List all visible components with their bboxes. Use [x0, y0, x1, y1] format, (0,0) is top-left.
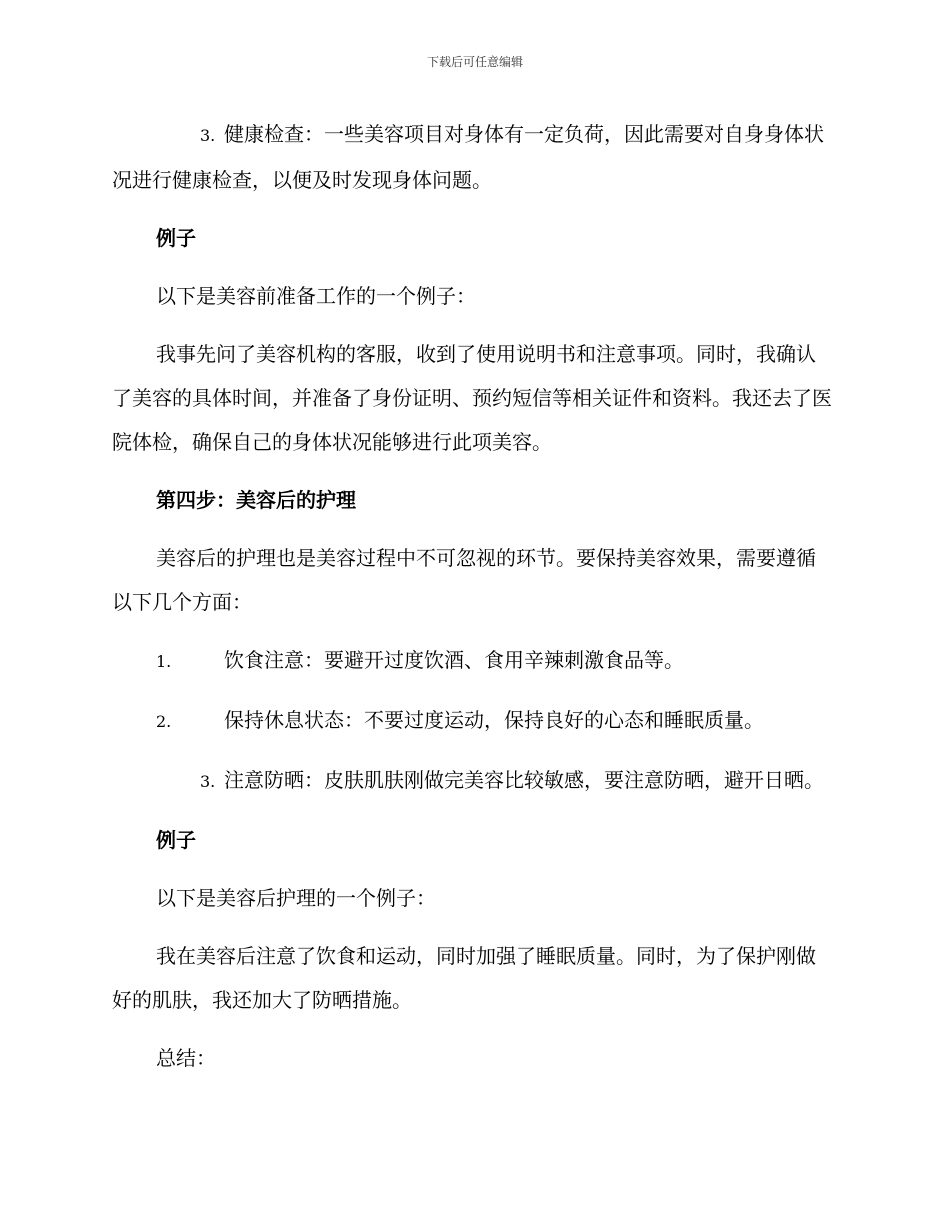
list-item-text: 保持休息状态：不要过度运动，保持良好的心态和睡眠质量。: [224, 708, 764, 732]
list-item-text: 饮食注意：要避开过度饮酒、食用辛辣刺激食品等。: [224, 648, 684, 672]
list-item-health-check: [112, 112, 832, 202]
section-heading-example: 例子: [156, 226, 196, 250]
example-paragraph: 我事先问了美容机构的客服，收到了使用说明书和注意事项。同时，我确认了美容的具体时间，并准备了身份证明、预约短信等相关证件和资料。我还去了医院体检，确保自己的身体状况能够进行此项美容。: [112, 342, 832, 454]
section-heading-example-2: 例子: [156, 828, 196, 852]
list-item-sunscreen: [112, 758, 832, 804]
aftercare-intro: 美容后的护理也是美容过程中不可忽视的环节。要保持美容效果，需要遵循以下几个方面：: [112, 546, 816, 614]
list-item-text: 注意防晒：皮肤肌肤刚做完美容比较敏感，要注意防晒，避开日晒。: [224, 768, 824, 792]
list-number: 3.: [200, 126, 216, 145]
summary-label: 总结：: [156, 1046, 216, 1070]
example-intro-2: 以下是美容后护理的一个例子：: [156, 886, 436, 910]
list-item-diet: [112, 638, 832, 684]
list-item-text: 健康检查：一些美容项目对身体有一定负荷，因此需要对自身身体状况进行健康检查，以便及时发现身体问题。: [112, 122, 824, 192]
list-number: 2.: [156, 712, 172, 731]
example-intro: 以下是美容前准备工作的一个例子：: [156, 284, 476, 308]
list-number: 1.: [156, 652, 172, 671]
list-item-rest: [112, 698, 832, 744]
section-heading-step4: 第四步：美容后的护理: [156, 488, 356, 512]
list-number: 3.: [200, 772, 216, 791]
example-paragraph-2: 我在美容后注意了饮食和运动，同时加强了睡眠质量。同时，为了保护刚做好的肌肤，我还加大了防晒措施。: [112, 944, 816, 1012]
document-body: [112, 112, 832, 1094]
page-header: 下载后可任意编辑: [426, 55, 523, 69]
